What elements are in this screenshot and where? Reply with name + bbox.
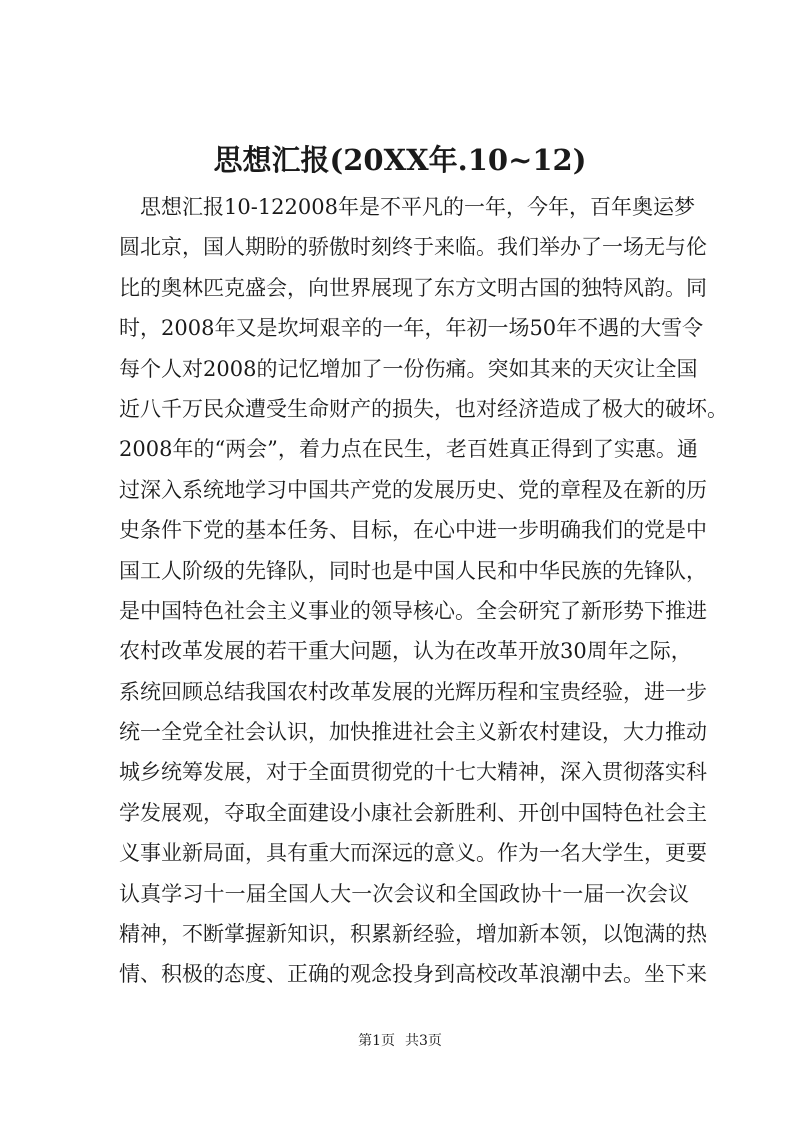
body-line: 国工人阶级的先锋队，同时也是中国人民和中华民族的先锋队， — [119, 558, 707, 583]
body-line: 思想汇报10-122008年是不平凡的一年，今年，百年奥运梦 — [140, 195, 695, 219]
body-line: 史条件下党的基本任务、目标，在心中进一步明确我们的党是中 — [119, 518, 707, 543]
body-line: 过深入系统地学习中国共产党的发展历史、党的章程及在新的历 — [119, 477, 707, 502]
body-line: 精神，不断掌握新知识，积累新经验，增加新本领，以饱满的热 — [119, 922, 707, 947]
body-line: 统一全党全社会认识，加快推进社会主义新农村建设，大力推动 — [119, 720, 707, 745]
body-line: 时，2008年又是坎坷艰辛的一年，年初一场50年不遇的大雪令 — [119, 316, 704, 341]
body-line: 认真学习十一届全国人大一次会议和全国政协十一届一次会议 — [119, 881, 689, 906]
body-line: 系统回顾总结我国农村改革发展的光辉历程和宝贵经验，进一步 — [119, 679, 707, 704]
body-line: 义事业新局面，具有重大而深远的意义。作为一名大学生，更要 — [119, 841, 707, 866]
page-footer — [0, 1031, 800, 1051]
page-total: 共3页 — [405, 1033, 442, 1049]
body-line: 是中国特色社会主义事业的领导核心。全会研究了新形势下推进 — [119, 598, 707, 623]
document-title: 思想汇报(20XX年.10~12) — [213, 143, 587, 177]
body-line: 学发展观，夺取全面建设小康社会新胜利、开创中国特色社会主 — [119, 800, 707, 825]
page-number: 第1页 — [358, 1033, 395, 1049]
body-line: 每个人对2008的记忆增加了一份伤痛。突如其来的天灾让全国 — [119, 356, 698, 381]
body-line: 圆北京，国人期盼的骄傲时刻终于来临。我们举办了一场无与伦 — [119, 235, 707, 260]
body-line: 比的奥林匹克盛会，向世界展现了东方文明古国的独特风韵。同 — [119, 275, 707, 300]
document-body — [119, 187, 728, 995]
body-line: 2008年的“两会”，着力点在民生，老百姓真正得到了实惠。通 — [119, 437, 698, 462]
body-line: 农村改革发展的若干重大问题，认为在改革开放30周年之际， — [119, 639, 692, 664]
body-line: 情、积极的态度、正确的观念投身到高校改革浪潮中去。坐下来 — [119, 962, 707, 987]
body-line: 近八千万民众遭受生命财产的损失，也对经济造成了极大的破坏。 — [119, 396, 728, 421]
body-line: 城乡统筹发展，对于全面贯彻党的十七大精神，深入贯彻落实科 — [119, 760, 707, 785]
